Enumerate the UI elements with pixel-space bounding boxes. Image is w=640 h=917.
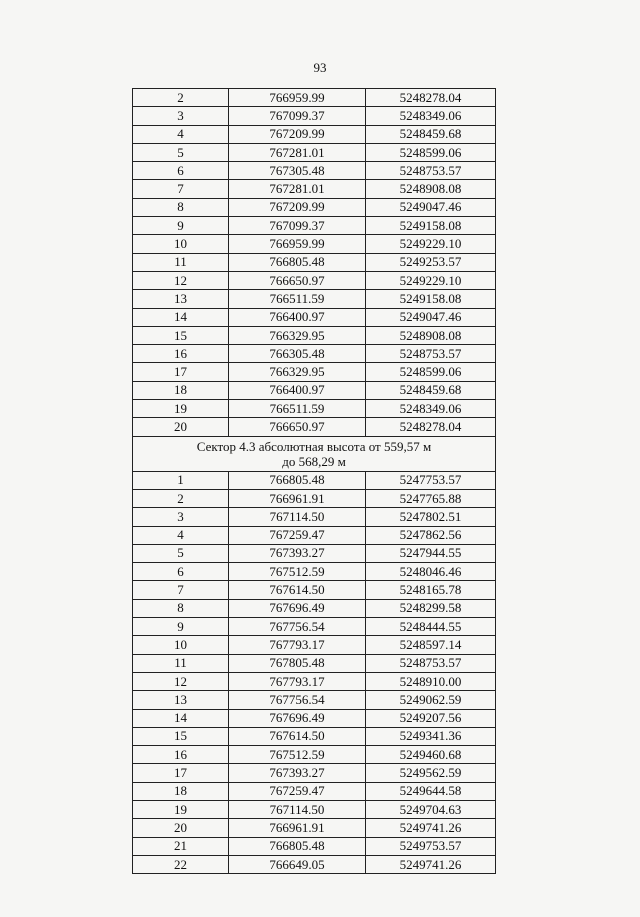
point-number-cell: 3 xyxy=(133,107,229,125)
table-row xyxy=(133,345,496,363)
point-number-cell: 18 xyxy=(133,782,229,800)
table-row xyxy=(133,544,496,562)
y-coordinate-cell: 5247944.55 xyxy=(366,544,496,562)
y-coordinate-cell: 5249047.46 xyxy=(366,308,496,326)
y-coordinate-cell: 5249704.63 xyxy=(366,800,496,818)
table-row xyxy=(133,727,496,745)
point-number-cell: 21 xyxy=(133,837,229,855)
x-coordinate-cell: 766805.48 xyxy=(229,471,366,489)
y-coordinate-cell: 5249562.59 xyxy=(366,764,496,782)
y-coordinate-cell: 5248753.57 xyxy=(366,654,496,672)
section-header-line2: до 568,29 м xyxy=(282,453,346,469)
y-coordinate-cell: 5248165.78 xyxy=(366,581,496,599)
x-coordinate-cell: 767805.48 xyxy=(229,654,366,672)
y-coordinate-cell: 5248599.06 xyxy=(366,363,496,381)
x-coordinate-cell: 766400.97 xyxy=(229,308,366,326)
y-coordinate-cell: 5247765.88 xyxy=(366,489,496,507)
x-coordinate-cell: 767756.54 xyxy=(229,618,366,636)
point-number-cell: 7 xyxy=(133,581,229,599)
table-row xyxy=(133,235,496,253)
x-coordinate-cell: 767305.48 xyxy=(229,162,366,180)
table-row xyxy=(133,198,496,216)
point-number-cell: 11 xyxy=(133,253,229,271)
point-number-cell: 8 xyxy=(133,198,229,216)
point-number-cell: 12 xyxy=(133,672,229,690)
point-number-cell: 6 xyxy=(133,563,229,581)
x-coordinate-cell: 767696.49 xyxy=(229,599,366,617)
point-number-cell: 3 xyxy=(133,508,229,526)
table-row xyxy=(133,526,496,544)
table-row xyxy=(133,800,496,818)
y-coordinate-cell: 5248908.08 xyxy=(366,180,496,198)
y-coordinate-cell: 5248278.04 xyxy=(366,418,496,436)
table-row xyxy=(133,363,496,381)
table-row xyxy=(133,855,496,873)
table-row xyxy=(133,782,496,800)
table-row xyxy=(133,89,496,107)
x-coordinate-cell: 766805.48 xyxy=(229,837,366,855)
y-coordinate-cell: 5249062.59 xyxy=(366,691,496,709)
page-number: 93 xyxy=(313,60,327,75)
point-number-cell: 17 xyxy=(133,363,229,381)
section-header-row xyxy=(133,436,496,471)
table-row xyxy=(133,326,496,344)
x-coordinate-cell: 766650.97 xyxy=(229,418,366,436)
x-coordinate-cell: 766649.05 xyxy=(229,855,366,873)
point-number-cell: 8 xyxy=(133,599,229,617)
point-number-cell: 5 xyxy=(133,544,229,562)
y-coordinate-cell: 5248908.08 xyxy=(366,326,496,344)
x-coordinate-cell: 766305.48 xyxy=(229,345,366,363)
x-coordinate-cell: 767259.47 xyxy=(229,782,366,800)
x-coordinate-cell: 767209.99 xyxy=(229,198,366,216)
table-row xyxy=(133,709,496,727)
x-coordinate-cell: 767512.59 xyxy=(229,563,366,581)
table-body-after xyxy=(133,471,496,874)
x-coordinate-cell: 767614.50 xyxy=(229,581,366,599)
table-row xyxy=(133,654,496,672)
table-row xyxy=(133,837,496,855)
table-row xyxy=(133,180,496,198)
table-row xyxy=(133,764,496,782)
table-row xyxy=(133,125,496,143)
section-header-cell xyxy=(133,436,496,471)
x-coordinate-cell: 766511.59 xyxy=(229,290,366,308)
y-coordinate-cell: 5248459.68 xyxy=(366,125,496,143)
table-row xyxy=(133,672,496,690)
y-coordinate-cell: 5249741.26 xyxy=(366,855,496,873)
y-coordinate-cell: 5248459.68 xyxy=(366,381,496,399)
point-number-cell: 13 xyxy=(133,691,229,709)
x-coordinate-cell: 766961.91 xyxy=(229,819,366,837)
y-coordinate-cell: 5248910.00 xyxy=(366,672,496,690)
point-number-cell: 10 xyxy=(133,235,229,253)
y-coordinate-cell: 5248046.46 xyxy=(366,563,496,581)
table-row xyxy=(133,143,496,161)
y-coordinate-cell: 5249229.10 xyxy=(366,235,496,253)
point-number-cell: 17 xyxy=(133,764,229,782)
x-coordinate-cell: 766959.99 xyxy=(229,89,366,107)
x-coordinate-cell: 766329.95 xyxy=(229,363,366,381)
y-coordinate-cell: 5248753.57 xyxy=(366,345,496,363)
point-number-cell: 4 xyxy=(133,125,229,143)
point-number-cell: 14 xyxy=(133,308,229,326)
x-coordinate-cell: 767793.17 xyxy=(229,636,366,654)
table-row xyxy=(133,691,496,709)
table-row xyxy=(133,400,496,418)
table-row xyxy=(133,271,496,289)
table-row xyxy=(133,308,496,326)
y-coordinate-cell: 5249207.56 xyxy=(366,709,496,727)
point-number-cell: 5 xyxy=(133,143,229,161)
point-number-cell: 18 xyxy=(133,381,229,399)
point-number-cell: 20 xyxy=(133,418,229,436)
x-coordinate-cell: 766329.95 xyxy=(229,326,366,344)
x-coordinate-cell: 767281.01 xyxy=(229,143,366,161)
x-coordinate-cell: 767793.17 xyxy=(229,672,366,690)
y-coordinate-cell: 5249253.57 xyxy=(366,253,496,271)
table-row xyxy=(133,636,496,654)
coordinates-table xyxy=(132,88,496,874)
point-number-cell: 12 xyxy=(133,271,229,289)
point-number-cell: 10 xyxy=(133,636,229,654)
y-coordinate-cell: 5249158.08 xyxy=(366,217,496,235)
y-coordinate-cell: 5248349.06 xyxy=(366,107,496,125)
x-coordinate-cell: 767614.50 xyxy=(229,727,366,745)
point-number-cell: 7 xyxy=(133,180,229,198)
table-row xyxy=(133,418,496,436)
table-row xyxy=(133,618,496,636)
y-coordinate-cell: 5248599.06 xyxy=(366,143,496,161)
point-number-cell: 6 xyxy=(133,162,229,180)
x-coordinate-cell: 767393.27 xyxy=(229,544,366,562)
point-number-cell: 19 xyxy=(133,400,229,418)
y-coordinate-cell: 5249229.10 xyxy=(366,271,496,289)
y-coordinate-cell: 5249341.36 xyxy=(366,727,496,745)
x-coordinate-cell: 767756.54 xyxy=(229,691,366,709)
point-number-cell: 9 xyxy=(133,217,229,235)
y-coordinate-cell: 5248753.57 xyxy=(366,162,496,180)
point-number-cell: 1 xyxy=(133,471,229,489)
point-number-cell: 16 xyxy=(133,345,229,363)
point-number-cell: 2 xyxy=(133,489,229,507)
table-row xyxy=(133,290,496,308)
point-number-cell: 15 xyxy=(133,326,229,344)
table-row xyxy=(133,162,496,180)
table-row xyxy=(133,508,496,526)
y-coordinate-cell: 5248444.55 xyxy=(366,618,496,636)
table-row xyxy=(133,217,496,235)
point-number-cell: 22 xyxy=(133,855,229,873)
y-coordinate-cell: 5249741.26 xyxy=(366,819,496,837)
point-number-cell: 13 xyxy=(133,290,229,308)
y-coordinate-cell: 5248597.14 xyxy=(366,636,496,654)
table-row xyxy=(133,253,496,271)
x-coordinate-cell: 767393.27 xyxy=(229,764,366,782)
point-number-cell: 2 xyxy=(133,89,229,107)
table-row xyxy=(133,819,496,837)
y-coordinate-cell: 5248349.06 xyxy=(366,400,496,418)
point-number-cell: 16 xyxy=(133,746,229,764)
point-number-cell: 14 xyxy=(133,709,229,727)
table-row xyxy=(133,471,496,489)
y-coordinate-cell: 5249644.58 xyxy=(366,782,496,800)
x-coordinate-cell: 767281.01 xyxy=(229,180,366,198)
table-row xyxy=(133,107,496,125)
x-coordinate-cell: 767114.50 xyxy=(229,800,366,818)
y-coordinate-cell: 5249753.57 xyxy=(366,837,496,855)
point-number-cell: 15 xyxy=(133,727,229,745)
point-number-cell: 11 xyxy=(133,654,229,672)
x-coordinate-cell: 766961.91 xyxy=(229,489,366,507)
x-coordinate-cell: 767696.49 xyxy=(229,709,366,727)
y-coordinate-cell: 5249158.08 xyxy=(366,290,496,308)
table-row xyxy=(133,489,496,507)
table-row xyxy=(133,381,496,399)
point-number-cell: 9 xyxy=(133,618,229,636)
x-coordinate-cell: 766511.59 xyxy=(229,400,366,418)
table-row xyxy=(133,599,496,617)
y-coordinate-cell: 5249047.46 xyxy=(366,198,496,216)
section-header-line1: Сектор 4.3 абсолютная высота от 559,57 м xyxy=(196,438,432,454)
y-coordinate-cell: 5248278.04 xyxy=(366,89,496,107)
x-coordinate-cell: 767114.50 xyxy=(229,508,366,526)
y-coordinate-cell: 5249460.68 xyxy=(366,746,496,764)
table-row xyxy=(133,746,496,764)
x-coordinate-cell: 767099.37 xyxy=(229,107,366,125)
x-coordinate-cell: 767259.47 xyxy=(229,526,366,544)
y-coordinate-cell: 5247802.51 xyxy=(366,508,496,526)
table-row xyxy=(133,581,496,599)
point-number-cell: 19 xyxy=(133,800,229,818)
table-body-before xyxy=(133,89,496,437)
y-coordinate-cell: 5247753.57 xyxy=(366,471,496,489)
y-coordinate-cell: 5248299.58 xyxy=(366,599,496,617)
table-row xyxy=(133,563,496,581)
x-coordinate-cell: 767209.99 xyxy=(229,125,366,143)
x-coordinate-cell: 766400.97 xyxy=(229,381,366,399)
x-coordinate-cell: 766650.97 xyxy=(229,271,366,289)
x-coordinate-cell: 767099.37 xyxy=(229,217,366,235)
point-number-cell: 4 xyxy=(133,526,229,544)
x-coordinate-cell: 767512.59 xyxy=(229,746,366,764)
x-coordinate-cell: 766959.99 xyxy=(229,235,366,253)
x-coordinate-cell: 766805.48 xyxy=(229,253,366,271)
y-coordinate-cell: 5247862.56 xyxy=(366,526,496,544)
point-number-cell: 20 xyxy=(133,819,229,837)
section-header-body xyxy=(133,436,496,471)
